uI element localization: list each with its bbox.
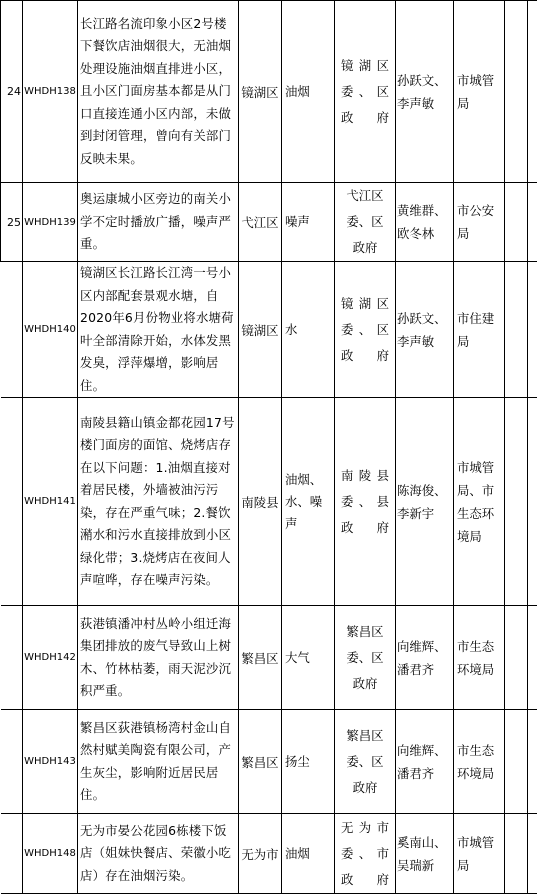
row-number [1,814,23,894]
table-row [1,262,537,398]
row-number: 25 [1,183,23,262]
empty-cell [528,1,537,183]
responsible-government: 镜湖区委、区政府 [335,262,396,398]
complaint-description: 镜湖区长江路长江湾一号小区内部配套景观水塘，自2020年6月份物业将水塘荷叶全部清除开始，水体发黑发臭，浮萍爆增，影响居住。 [78,262,239,398]
district: 弋江区 [239,183,282,262]
district: 无为市 [239,814,282,894]
row-number [1,606,23,710]
supervising-department: 市城管局、市生态环境局 [454,398,505,606]
district: 繁昌区 [239,606,282,710]
district: 南陵县 [239,398,282,606]
responsible-persons: 陈海俊、李新宇 [396,398,454,606]
supervising-department: 市城管局 [454,1,505,183]
supervising-department: 市住建局 [454,262,505,398]
complaint-description: 长江路名流印象小区2号楼下餐饮店油烟很大，无油烟处理设施油烟直排进小区，且小区门面房基本都是从门口直接连通小区内部，未做到封闭管理，曾向有关部门反映未果。 [78,1,239,183]
supervising-department: 市城管局 [454,814,505,894]
empty-cell [528,183,537,262]
empty-cell [528,710,537,814]
case-code: WHDH139 [23,183,78,262]
empty-cell [528,398,537,606]
responsible-government: 南陵县委、县政府 [335,398,396,606]
table-row [1,398,537,606]
row-number [1,262,23,398]
complaint-description: 荻港镇潘冲村丛岭小组迁海集团排放的废气导致山上树木、竹林枯萎，雨天泥沙沉积严重。 [78,606,239,710]
row-number [1,710,23,814]
responsible-government: 无为市委、市政府 [335,814,396,894]
responsible-government: 镜湖区委、区政府 [335,1,396,183]
row-number [1,398,23,606]
case-code: WHDH141 [23,398,78,606]
case-code: WHDH143 [23,710,78,814]
pollution-type: 噪声 [282,183,335,262]
district: 镜湖区 [239,1,282,183]
responsible-government: 弋江区委、区政府 [335,183,396,262]
complaint-description: 繁昌区荻港镇杨湾村金山自然村赋美陶瓷有限公司，产生灰尘，影响附近居民居住。 [78,710,239,814]
supervising-department: 市生态环境局 [454,710,505,814]
empty-cell [505,183,528,262]
responsible-government: 繁昌区委、区政府 [335,606,396,710]
supervising-department: 市生态环境局 [454,606,505,710]
empty-cell [505,814,528,894]
pollution-type: 扬尘 [282,710,335,814]
responsible-persons: 黄维群、欧冬林 [396,183,454,262]
complaint-description: 南陵县籍山镇金都花园17号楼门面房的面馆、烧烤店存在以下问题：1.油烟直接对着居民楼，外墙被油污污染，存在严重气味；2.餐饮潲水和污水直接排放到小区绿化带；3.烧烤店在夜间人声喧哗，存在噪声污染。 [78,398,239,606]
empty-cell [528,262,537,398]
responsible-persons: 孙跃文、李声敏 [396,1,454,183]
case-code: WHDH140 [23,262,78,398]
empty-cell [528,606,537,710]
table-row [1,183,537,262]
row-number: 24 [1,1,23,183]
case-code: WHDH148 [23,814,78,894]
pollution-type: 大气 [282,606,335,710]
table-row [1,606,537,710]
responsible-persons: 孙跃文、李声敏 [396,262,454,398]
empty-cell [528,814,537,894]
district: 繁昌区 [239,710,282,814]
table-row [1,1,537,183]
pollution-type: 水 [282,262,335,398]
pollution-type: 油烟 [282,814,335,894]
complaint-description: 无为市晏公花园6栋楼下饭店（姐妹快餐店、荣徽小吃店）存在油烟污染。 [78,814,239,894]
empty-cell [505,606,528,710]
case-code: WHDH138 [23,1,78,183]
responsible-persons: 奚南山、吴瑞新 [396,814,454,894]
case-code: WHDH142 [23,606,78,710]
supervising-department: 市公安局 [454,183,505,262]
responsible-government: 繁昌区委、区政府 [335,710,396,814]
table-row [1,710,537,814]
pollution-type: 油烟、水、噪声 [282,398,335,606]
district: 镜湖区 [239,262,282,398]
pollution-type: 油烟 [282,1,335,183]
empty-cell [505,710,528,814]
empty-cell [505,1,528,183]
empty-cell [505,398,528,606]
table-row [1,814,537,894]
complaint-description: 奥运康城小区旁边的南关小学不定时播放广播，噪声严重。 [78,183,239,262]
empty-cell [505,262,528,398]
responsible-persons: 向维辉、潘君齐 [396,710,454,814]
responsible-persons: 向维辉、潘君齐 [396,606,454,710]
